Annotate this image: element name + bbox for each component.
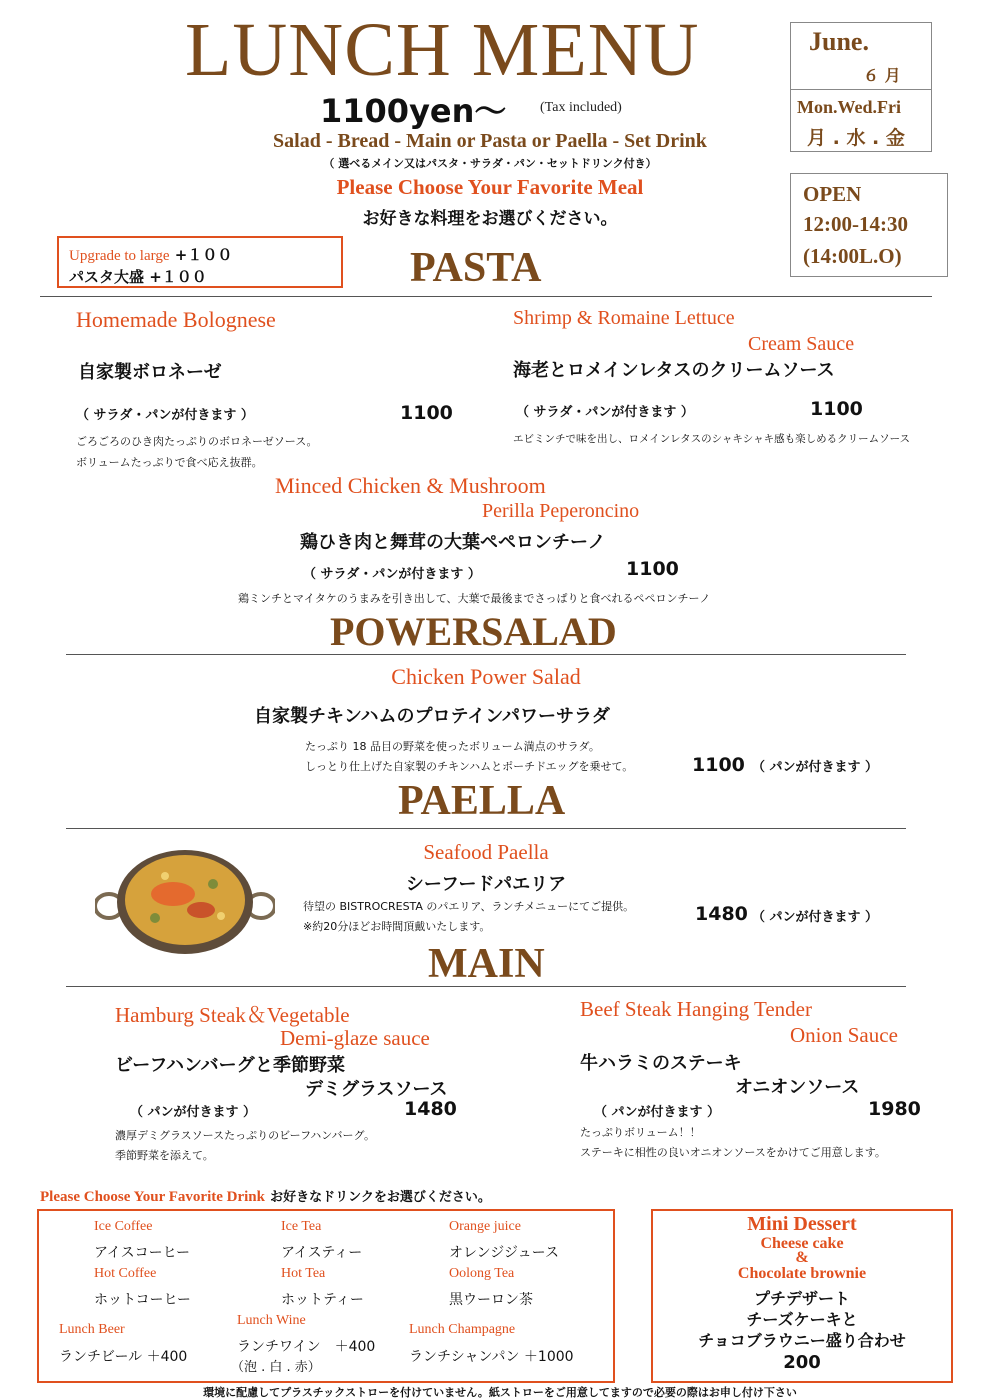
steak-name-2: Onion Sauce: [790, 1023, 898, 1047]
bolognese-price: 1100: [400, 402, 453, 424]
steak-name: Beef Steak Hanging Tender: [580, 997, 812, 1021]
chicken-pasta-name: Minced Chicken & Mushroom: [275, 473, 546, 498]
chicken-pasta-name-jp: 鶏ひき肉と舞茸の大葉ペペロンチーノ: [300, 532, 606, 553]
paella-desc: 待望の BISTROCRESTA のパエリア、ランチメニューにてご提供。: [303, 900, 635, 913]
schedule-box: [790, 22, 932, 152]
shrimp-name-2: Cream Sauce: [748, 333, 855, 355]
dessert-jp-1: プチデザート: [753, 1289, 850, 1308]
dessert-box: [651, 1209, 953, 1383]
dessert-ampersand: &: [795, 1249, 809, 1266]
hot-tea-en: Hot Tea: [281, 1266, 326, 1281]
dessert-item-2: Chocolate brownie: [737, 1265, 867, 1282]
bolognese-name-jp: 自家製ボロネーゼ: [78, 362, 222, 383]
chicken-pasta-desc: 鶏ミンチとマイタケのうまみを引き出して、大葉で最後までさっぱりと食べれるペペロンチーノ: [238, 592, 711, 605]
lunch-champagne-jp: ランチシャンパン ＋1000: [409, 1349, 574, 1365]
steak-price: 1980: [868, 1098, 921, 1120]
section-title-powersalad: POWERSALAD: [330, 609, 617, 654]
month-jp: ６ 月: [863, 66, 901, 85]
hamburg-name: Hamburg Steak＆Vegetable: [115, 1003, 350, 1027]
salad-includes: （ パンが付きます ）: [752, 760, 879, 775]
orange-juice-en: Orange juice: [449, 1219, 521, 1234]
steak-name-jp: 牛ハラミのステーキ: [580, 1053, 742, 1074]
open-time: 12:00-14:30: [803, 212, 908, 236]
hamburg-includes: （ パンが付きます ）: [130, 1105, 257, 1120]
pasta-divider: [40, 296, 932, 297]
paella-pan-illustration: [95, 846, 275, 956]
hot-coffee-en: Hot Coffee: [94, 1266, 157, 1281]
shrimp-desc: エビミンチで味を出し、ロメインレタスのシャキシャキ感も楽しめるクリームソース: [513, 433, 911, 445]
paella-price: 1480: [695, 903, 748, 925]
salad-price: 1100: [692, 754, 745, 776]
meal-components: Salad - Bread - Main or Pasta or Paella - Set Drink: [273, 130, 707, 152]
paella-divider: [66, 828, 906, 829]
lunch-wine-jp: ランチワイン ＋400: [237, 1339, 376, 1355]
powersalad-divider: [66, 654, 906, 655]
days-jp: 月 . 水 . 金: [807, 127, 905, 149]
dessert-item-1: Cheese cake: [760, 1235, 844, 1252]
chicken-pasta-name-2: Perilla Peperoncino: [482, 500, 640, 522]
hamburg-price: 1480: [404, 1098, 457, 1120]
oolong-tea-en: Oolong Tea: [449, 1266, 515, 1281]
ice-coffee-en: Ice Coffee: [94, 1219, 153, 1234]
lunch-champagne-en: Lunch Champagne: [409, 1322, 516, 1337]
chicken-pasta-includes: （ サラダ・パンが付きます ）: [303, 567, 481, 582]
salad-name: Chicken Power Salad: [391, 664, 581, 689]
lunch-beer-jp: ランチビール ＋400: [59, 1349, 188, 1365]
ice-tea-jp: アイスティー: [281, 1245, 363, 1261]
month-en: June.: [809, 27, 869, 56]
section-title-pasta: PASTA: [410, 245, 542, 291]
hamburg-desc: 濃厚デミグラスソースたっぷりのビーフハンバーグ。: [115, 1129, 376, 1142]
salad-desc-2: しっとり仕上げた自家製のチキンハムとポーチドエッグを乗せて。: [305, 760, 634, 773]
choose-meal-jp: お好きな料理をお選びください。: [362, 209, 618, 229]
upgrade-en: [69, 244, 232, 265]
shrimp-name-jp: 海老とロメインレタスのクリームソース: [513, 360, 835, 381]
base-price: 1100yen～: [320, 92, 507, 130]
bolognese-desc-2: ボリュームたっぷりで食べ応え抜群。: [76, 456, 263, 469]
last-order: (14:00L.O): [803, 244, 902, 268]
section-title-main: MAIN: [428, 941, 545, 987]
hamburg-name-2: Demi-glaze sauce: [280, 1026, 430, 1050]
drink-heading-en: Please Choose Your Favorite Drink: [40, 1189, 265, 1205]
schedule-divider: [791, 89, 931, 90]
paella-image: [95, 846, 275, 956]
lunch-wine-en: Lunch Wine: [237, 1313, 306, 1328]
bolognese-includes: （ サラダ・パンが付きます ）: [76, 408, 254, 423]
ice-tea-en: Ice Tea: [281, 1219, 322, 1234]
paella-desc-2: ※約20分ほどお時間頂戴いたします。: [303, 920, 491, 933]
dessert-jp-2: チーズケーキと: [746, 1310, 858, 1329]
ice-coffee-jp: アイスコーヒー: [94, 1245, 191, 1261]
steak-desc-2: ステーキに相性の良いオニオンソースをかけてご用意します。: [580, 1146, 886, 1159]
bolognese-name: Homemade Bolognese: [76, 307, 276, 332]
shrimp-includes: （ サラダ・パンが付きます ）: [516, 405, 694, 420]
upgrade-jp: パスタ大盛 +１００: [69, 268, 207, 286]
hamburg-desc-2: 季節野菜を添えて。: [115, 1149, 214, 1162]
drink-heading: [40, 1186, 491, 1206]
bolognese-desc: ごろごろのひき肉たっぷりのボロネーゼソース。: [76, 435, 318, 448]
shrimp-name: Shrimp & Romaine Lettuce: [513, 307, 735, 329]
salad-desc: たっぷり 18 品目の野菜を使ったボリューム満点のサラダ。: [305, 740, 600, 753]
steak-desc: たっぷりボリューム！！: [580, 1126, 701, 1139]
upgrade-box: [57, 236, 343, 288]
paella-name-jp: シーフードパエリア: [405, 874, 567, 895]
shrimp-price: 1100: [810, 398, 863, 420]
steak-includes: （ パンが付きます ）: [594, 1105, 721, 1120]
orange-juice-jp: オレンジジュース: [449, 1245, 559, 1261]
upgrade-en-label: Upgrade to large: [69, 248, 170, 264]
dessert-price: 200: [783, 1352, 821, 1373]
drink-heading-jp: お好きなドリンクをお選びください。: [270, 1190, 491, 1205]
tax-note: (Tax included): [540, 100, 622, 115]
paella-name: Seafood Paella: [423, 840, 549, 864]
hours-box: [790, 173, 948, 277]
oolong-tea-jp: 黒ウーロン茶: [449, 1292, 533, 1308]
drink-box: [37, 1209, 615, 1383]
main-divider: [66, 986, 906, 987]
dessert-title: Mini Dessert: [747, 1213, 857, 1235]
hot-tea-jp: ホットティー: [281, 1292, 364, 1308]
salad-name-jp: 自家製チキンハムのプロテインパワーサラダ: [254, 706, 610, 727]
section-title-paella: PAELLA: [398, 778, 566, 824]
hamburg-name-jp-2: デミグラスソース: [305, 1079, 448, 1100]
hot-coffee-jp: ホットコーヒー: [94, 1292, 191, 1308]
paella-includes: （ パンが付きます ）: [752, 910, 879, 925]
footer-note: 環境に配慮してプラスチックストローを付けていません。紙ストローをご用意してますので必要の際はお申し付け下さい: [203, 1386, 797, 1399]
lunch-wine-types: （泡 . 白 . 赤）: [231, 1360, 321, 1375]
meal-components-jp: （ 選べるメイン又はパスタ・サラダ・パン・セットドリンク付き）: [323, 157, 657, 170]
lunch-beer-en: Lunch Beer: [59, 1322, 125, 1337]
hamburg-name-jp: ビーフハンバーグと季節野菜: [115, 1055, 346, 1076]
chicken-pasta-price: 1100: [626, 558, 679, 580]
open-label: OPEN: [803, 182, 862, 206]
steak-name-jp-2: オニオンソース: [735, 1077, 860, 1098]
days-en: Mon.Wed.Fri: [797, 97, 901, 117]
page-title: LUNCH MENU: [185, 8, 700, 92]
upgrade-en-price: +１００: [174, 246, 233, 264]
dessert-jp-3: チョコブラウニー盛り合わせ: [698, 1331, 906, 1350]
choose-meal-heading: Please Choose Your Favorite Meal: [336, 175, 644, 199]
